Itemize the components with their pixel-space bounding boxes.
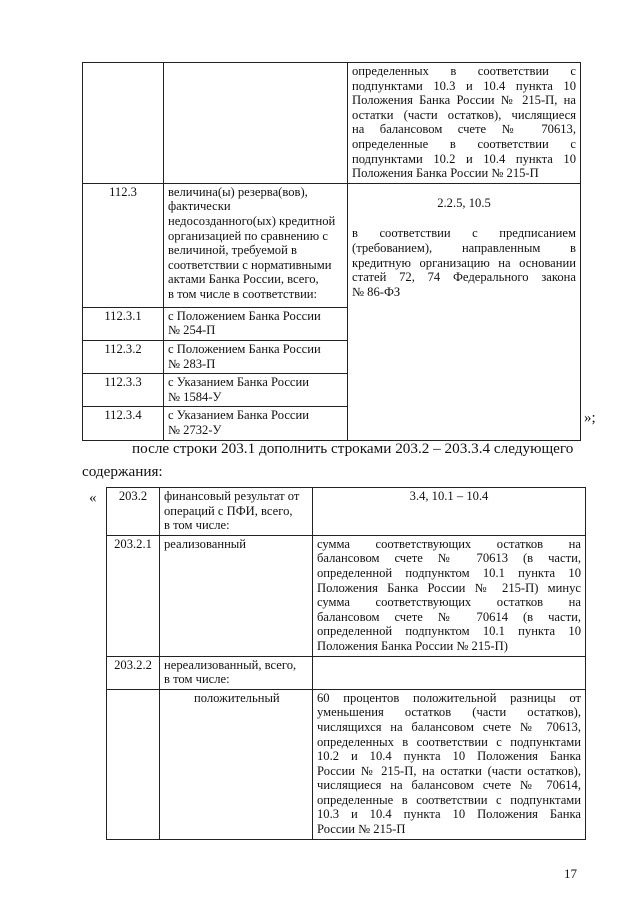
method-line: балансовом счете № 70614 (в части, <box>317 609 581 624</box>
description-line: соответствии с нормативными <box>168 257 332 272</box>
method-line: России № 215-П <box>317 822 406 837</box>
table-1 <box>82 62 581 441</box>
method-line: на балансовом счете № 70613, <box>352 122 576 137</box>
description-line: актами Банка России, всего, <box>168 272 319 287</box>
table-row <box>107 535 586 656</box>
code-cell <box>107 689 160 839</box>
code-cell: 203.2.1 <box>107 535 160 656</box>
method-line: статей 72, 74 Федерального закона <box>352 270 576 285</box>
method-line: уменьшения остатков (части остатков), <box>317 705 581 720</box>
method-line: Положения Банка России № 215-П, на <box>352 93 576 108</box>
description-cell <box>164 63 348 184</box>
method-line: в соответствии с предписанием <box>352 226 576 241</box>
method-line: сумма соответствующих остатков на <box>317 595 581 610</box>
method-line: определенные в соответствии с <box>352 136 576 151</box>
table-row <box>107 689 586 839</box>
method-cell <box>313 689 586 839</box>
opening-quote-mark: « <box>89 490 97 506</box>
method-line: Положения Банка России № 215-П) минус <box>317 580 581 595</box>
method-line: Положения Банка России № 215-П <box>352 166 539 181</box>
table-row <box>83 63 581 184</box>
closing-quote-mark: »; <box>584 410 596 426</box>
description-line: организацией по сравнению с <box>168 228 328 243</box>
method-line: № 86-ФЗ <box>352 284 401 299</box>
description-cell: с Указанием Банка России № 1584-У <box>164 374 348 407</box>
description-cell: финансовый результат от операций с ПФИ, всего, в том числе: <box>160 488 313 536</box>
code-cell: 112.3.4 <box>83 407 164 440</box>
method-line: числящиеся на балансовом счете № 70614, <box>317 778 581 793</box>
method-line: остатки (части остатков), числящиеся <box>352 107 576 122</box>
description-cell: реализованный <box>160 535 313 656</box>
method-line: (требованием), направленным в <box>352 240 576 255</box>
description-cell <box>164 183 348 307</box>
paragraph-line-1: после строки 203.1 дополнить строками 203.2 – 203.3.4 следующего <box>132 440 574 457</box>
description-cell: нереализованный, всего, в том числе: <box>160 656 313 689</box>
method-line: подпунктами 10.3 и 10.4 пункта 10 <box>352 78 576 93</box>
method-line: 60 процентов положительной разницы от <box>317 690 581 705</box>
code-cell: 203.2 <box>107 488 160 536</box>
description-cell: положительный <box>160 689 313 839</box>
page-number: 17 <box>564 866 577 881</box>
method-line: определенной подпунктом 10.1 пункта 10 <box>317 565 581 580</box>
description-line: фактически <box>168 199 231 214</box>
method-cell <box>348 183 581 440</box>
code-cell: 112.3 <box>83 183 164 307</box>
method-line: Положения Банка России № 215-П) <box>317 638 508 653</box>
method-cell <box>313 656 586 689</box>
table-row <box>107 656 586 689</box>
method-line: подпунктами 10.2 и 10.4 пункта 10 <box>352 151 576 166</box>
paragraph-line-2: содержания: <box>82 463 163 480</box>
method-line: России № 215-П, на остатки (части остатков), <box>317 763 581 778</box>
description-line: недосозданного(ых) кредитной <box>168 213 336 228</box>
code-cell: 203.2.2 <box>107 656 160 689</box>
table-row <box>83 183 581 307</box>
description-line: величина(ы) резерва(вов), <box>168 184 308 199</box>
table-2 <box>106 487 586 840</box>
description-line: в том числе в соответствии: <box>168 286 318 301</box>
code-cell: 112.3.3 <box>83 374 164 407</box>
method-line: определенных в соответствии с <box>352 64 576 78</box>
code-cell: 112.3.1 <box>83 307 164 340</box>
method-cell <box>313 535 586 656</box>
method-line: числящихся на балансовом счете № 70613, <box>317 719 581 734</box>
description-cell: с Положением Банка России № 283-П <box>164 340 348 373</box>
table-row <box>107 488 586 536</box>
method-line: определенной подпунктом 10.1 пункта 10 <box>317 624 581 639</box>
method-line: сумма соответствующих остатков на <box>317 536 581 551</box>
code-cell: 112.3.2 <box>83 340 164 373</box>
method-cell <box>348 63 581 184</box>
description-line: величиной, требуемой в <box>168 243 297 258</box>
method-line: определенных в соответствии с подпунктами <box>317 734 581 749</box>
description-cell: с Положением Банка России № 254-П <box>164 307 348 340</box>
reference-cell: 3.4, 10.1 – 10.4 <box>313 488 586 536</box>
code-cell <box>83 63 164 184</box>
description-cell: с Указанием Банка России № 2732-У <box>164 407 348 440</box>
method-line: 10.3 и 10.4 пункта 10 Положения Банка <box>317 807 581 822</box>
method-line: определенные в соответствии с подпунктами <box>317 792 581 807</box>
method-line: кредитную организацию на основании <box>352 255 576 270</box>
reference-text: 2.2.5, 10.5 <box>437 195 491 210</box>
method-line: 10.2 и 10.4 пункта 10 Положения Банка <box>317 749 581 764</box>
method-line: балансовом счете № 70613 (в части, <box>317 551 581 566</box>
